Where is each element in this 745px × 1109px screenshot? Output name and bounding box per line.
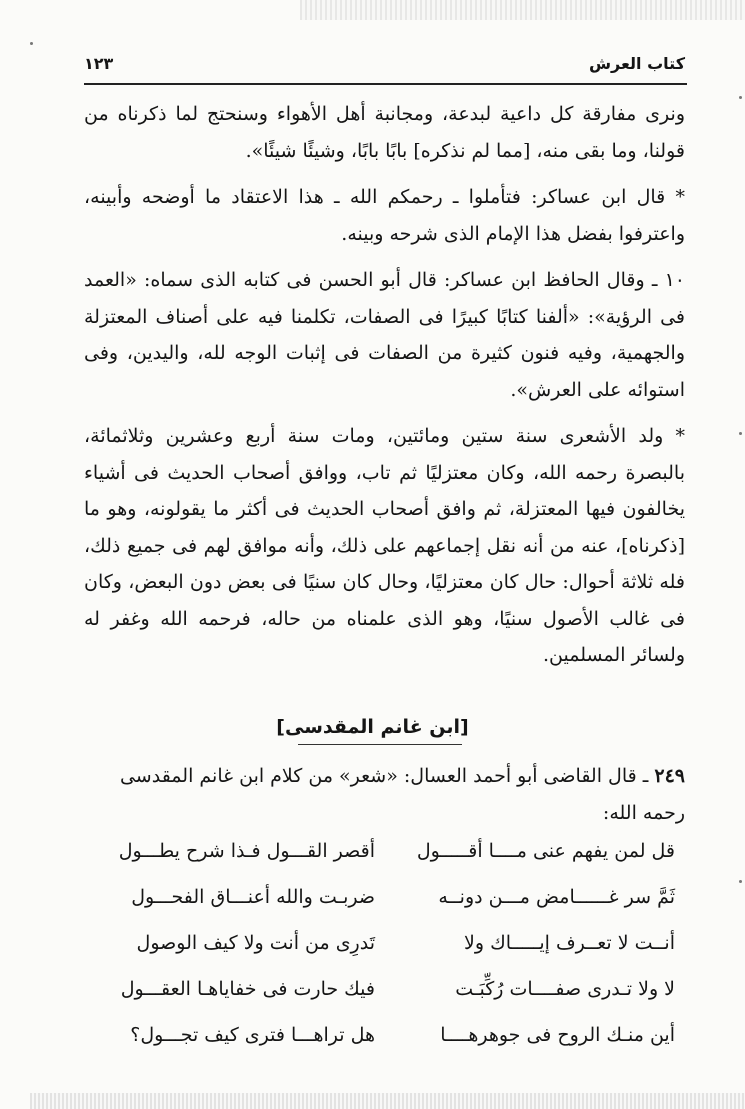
body-text [84, 96, 685, 674]
verse-first-hemistich: قل لمن يفهم عنى مــــا أقـــــول [416, 840, 675, 862]
margin-speck [30, 42, 33, 45]
item-text: ـ قال القاضى أبو أحمد العسال: «شعر» من كلام ابن غانم المقدسى رحمه الله: [119, 765, 685, 824]
heading-underline [298, 744, 462, 745]
verse-second-hemistich: ضربـت والله أعنـــاق الفحـــول [131, 886, 375, 908]
poem-verse [84, 932, 675, 978]
verse-second-hemistich: تَدرِى من أنت ولا كيف الوصول [136, 932, 375, 954]
page-number: ١٢٣ [84, 54, 114, 73]
poem-verse [84, 840, 675, 886]
section-heading: [ابن غانم المقدسى] [276, 716, 469, 738]
verse-second-hemistich: فيك حارت فى خفاياهـا العقـــول [120, 978, 375, 1000]
item-number: ٢٤٩ [654, 765, 685, 787]
poem-verse [84, 886, 675, 932]
running-title: كتاب العرش [588, 54, 685, 73]
page-header [84, 54, 685, 80]
paragraph: ونرى مفارقة كل داعية لبدعة، ومجانبة أهل الأهواء وسنحتج لما ذكرناه من قولنا، وما بقى منه، [مما لم نذكره] بابًا بابًا، وشيئًا شيئًا». [84, 103, 685, 162]
verse-first-hemistich: لا ولا تـدرى صفــــات رُكِّبَـت [455, 978, 675, 1000]
verse-second-hemistich: أقصر القـــول فـذا شرح يطـــول [118, 840, 375, 862]
margin-speck [739, 432, 742, 435]
numbered-item [84, 758, 685, 831]
verse-first-hemistich: أين منـك الروح فى جوهرهــــا [440, 1024, 675, 1046]
scan-edge-bottom [30, 1093, 745, 1109]
scan-edge-top [300, 0, 745, 20]
paragraph: * قال ابن عساكر: فتأملوا ـ رحمكم الله ـ هذا الاعتقاد ما أوضحه وأبينه، واعترفوا بفضل هذا الإمام الذى شرحه وبينه. [84, 186, 685, 245]
paragraph: * ولد الأشعرى سنة ستين ومائتين، ومات سنة أربع وعشرين وثلاثمائة، بالبصرة رحمه الله، وكان معتزليًا ثم تاب، ووافق أصحاب الحديث فى أشياء يخالفون فيها المعتزلة، ثم وافق أصحاب الحديث فى أكثر ما يقولونه، وهو ما [ذكرناه]، عنه من أنه نقل إجماعهم على ذلك، وأنه موافق لهم فى جميع ذلك، فله ثلاثة أحوال: حال كان معتزليًا، وحال كان سنيًا فى بعض دون البعض، وكان فى غالب الأصول سنيًا، وهو الذى علمناه من حاله، فرحمه الله وغفر له ولسائر المسلمين. [84, 425, 685, 666]
poem-verse [84, 978, 675, 1024]
verse-first-hemistich: أنــت لا تعــرف إيـــــاك ولا [464, 932, 675, 954]
margin-speck [739, 880, 742, 883]
poem-verse [84, 1024, 675, 1070]
poem [84, 840, 675, 1070]
verse-second-hemistich: هل تراهـــا فترى كيف تجـــول؟ [130, 1024, 375, 1046]
verse-first-hemistich: ثَمَّ سر غــــــامض مـــن دونــه [438, 886, 675, 908]
margin-speck [739, 96, 742, 99]
header-rule [84, 83, 687, 85]
paragraph: ١٠ ـ وقال الحافظ ابن عساكر: قال أبو الحسن فى كتابه الذى سماه: «العمد فى الرؤية»: «ألفنا كتابًا كبيرًا فى الصفات، تكلمنا فيه على أصناف المعتزلة والجهمية، وفيه فنون كثيرة من الصفات فى إثبات الوجه لله، واليدين، وفى استوائه على العرش». [84, 269, 685, 401]
